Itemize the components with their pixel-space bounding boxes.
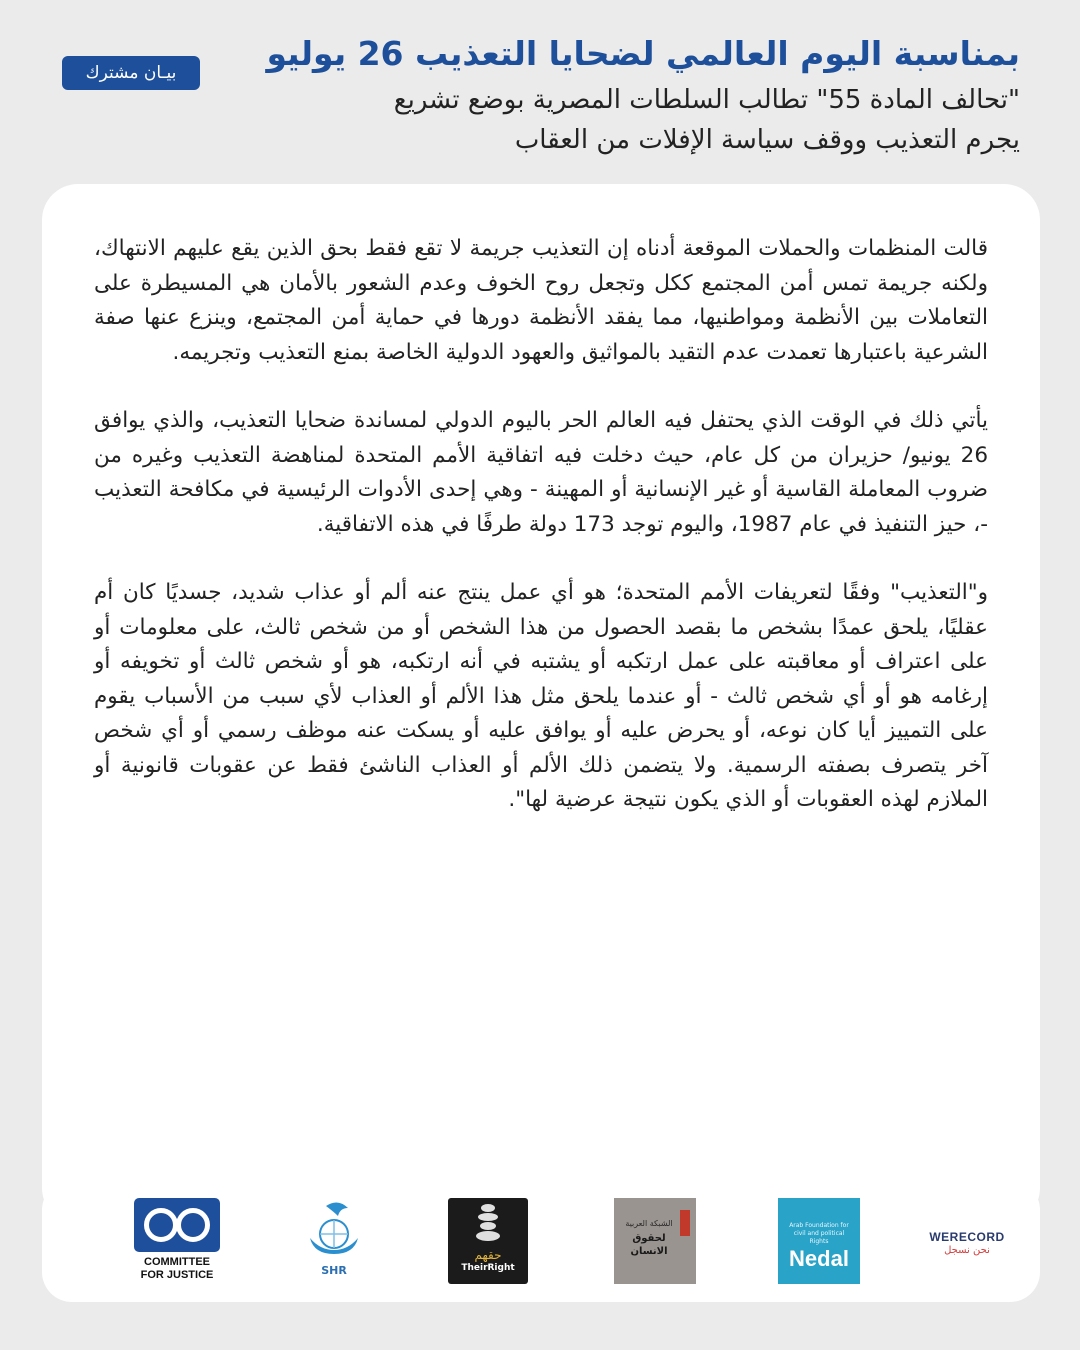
their-right-logo xyxy=(448,1198,528,1284)
cfj-line-1: COMMITTEE xyxy=(144,1256,210,1268)
their-right-text: TheirRight xyxy=(461,1263,515,1273)
subtitle-line-1: "تحالف المادة 55" تطالب السلطات المصرية بوضع تشريع xyxy=(393,85,1020,115)
shr-logo xyxy=(304,1198,364,1284)
signatories-footer xyxy=(42,1180,1040,1302)
stacked-stones-icon xyxy=(448,1198,528,1248)
nedal-tagline: Arab Foundation for civil and political Rights xyxy=(789,1222,849,1245)
we-record-text: WERECORD xyxy=(929,1230,1005,1244)
we-record-logo xyxy=(922,1198,1012,1284)
paragraph-3: و"التعذيب" وفقًا لتعريفات الأمم المتحدة؛ هو أي عمل ينتج عنه ألم أو عذاب شديد، جسديًا كان أم عقليًا، يلحق عمدًا بشخص ما بقصد الحصول من هذا الشخص أو من شخص ثالث، على معلومات أو على اعتراف أو معاقبته على عمل ارتكبه أو يشتبه في أنه ارتكبه، هو أو شخص ثالث أو تخويفه أو إرغامه هو أو أي شخص ثالث - أو عندما يلحق مثل هذا الألم أو العذاب لأي سبب من الأسباب يقوم على التمييز أيا كان نوعه، أو يحرض عليه أو يوافق عليه أو يسكت عنه موظف رسمي أو أي شخص آخر يتصرف بصفته الرسمية. ولا يتضمن ذلك الألم أو العذاب الناشئ فقط عن عقوبات قانونية أو الملازم لهذه العقوبات أو الذي يكون نتيجة عرضية لها". xyxy=(94,580,988,812)
their-right-arabic: حقهم xyxy=(474,1248,502,1262)
paragraph-1: قالت المنظمات والحملات الموقعة أدناه إن التعذيب جريمة لا تقع فقط بحق الذين يقع عليهم الانتهاك، ولكنه جريمة تمس أمن المجتمع ككل وتجعل روح الخوف وعدم الشعور بالأمان هي المسيطرة على التعاملات بين الأنظمة ومواطنيها، مما يفقد الأنظمة دورها في حماية أمن المجتمع، وينزع عنها صفة الشرعية باعتبارها تعمدت عدم التقيد بالمواثيق والعهود الدولية الخاصة بمنع التعذيب وتجريمه. xyxy=(94,236,988,365)
subtitle-line-2: يجرم التعذيب ووقف سياسة الإفلات من العقاب xyxy=(514,125,1020,155)
header xyxy=(0,0,1080,180)
statement-card xyxy=(42,184,1040,1224)
we-record-arabic: نحن نسجل xyxy=(944,1245,990,1256)
cfj-emblem-icon xyxy=(134,1198,220,1252)
arab-network-line-2: لحقوق الانسان xyxy=(630,1233,668,1257)
joint-statement-badge: بيـان مشترك xyxy=(62,56,200,90)
committee-for-justice-logo xyxy=(132,1198,222,1284)
dove-hands-icon xyxy=(304,1198,364,1260)
nedal-logo xyxy=(778,1198,860,1284)
page-title: بمناسبة اليوم العالمي لضحايا التعذيب 26 يوليو xyxy=(266,34,1020,73)
cfj-line-2: FOR JUSTICE xyxy=(140,1269,214,1281)
paragraph-2: يأتي ذلك في الوقت الذي يحتفل فيه العالم الحر باليوم الدولي لمساندة ضحايا التعذيب، والذي يوافق 26 يونيو/ حزيران من كل عام، حيث دخلت فيه اتفاقية الأمم المتحدة لمناهضة التعذيب وغيره من ضروب المعاملة القاسية أو غير الإنسانية أو المهينة - وهي إحدى الأدوات الرئيسية في مكافحة التعذيب -، حيز التنفيذ في عام 1987، واليوم توجد 173 دولة طرفًا في هذه الاتفاقية. xyxy=(94,408,988,537)
arab-network-logo xyxy=(614,1198,696,1284)
statement-body xyxy=(94,232,988,852)
page-subtitle xyxy=(200,80,1020,160)
nedal-text: Nedal xyxy=(789,1246,849,1271)
arab-network-emblem-icon xyxy=(680,1210,690,1236)
shr-text: SHR xyxy=(321,1264,347,1277)
arab-network-line-1: الشبكة العربية xyxy=(625,1219,673,1228)
